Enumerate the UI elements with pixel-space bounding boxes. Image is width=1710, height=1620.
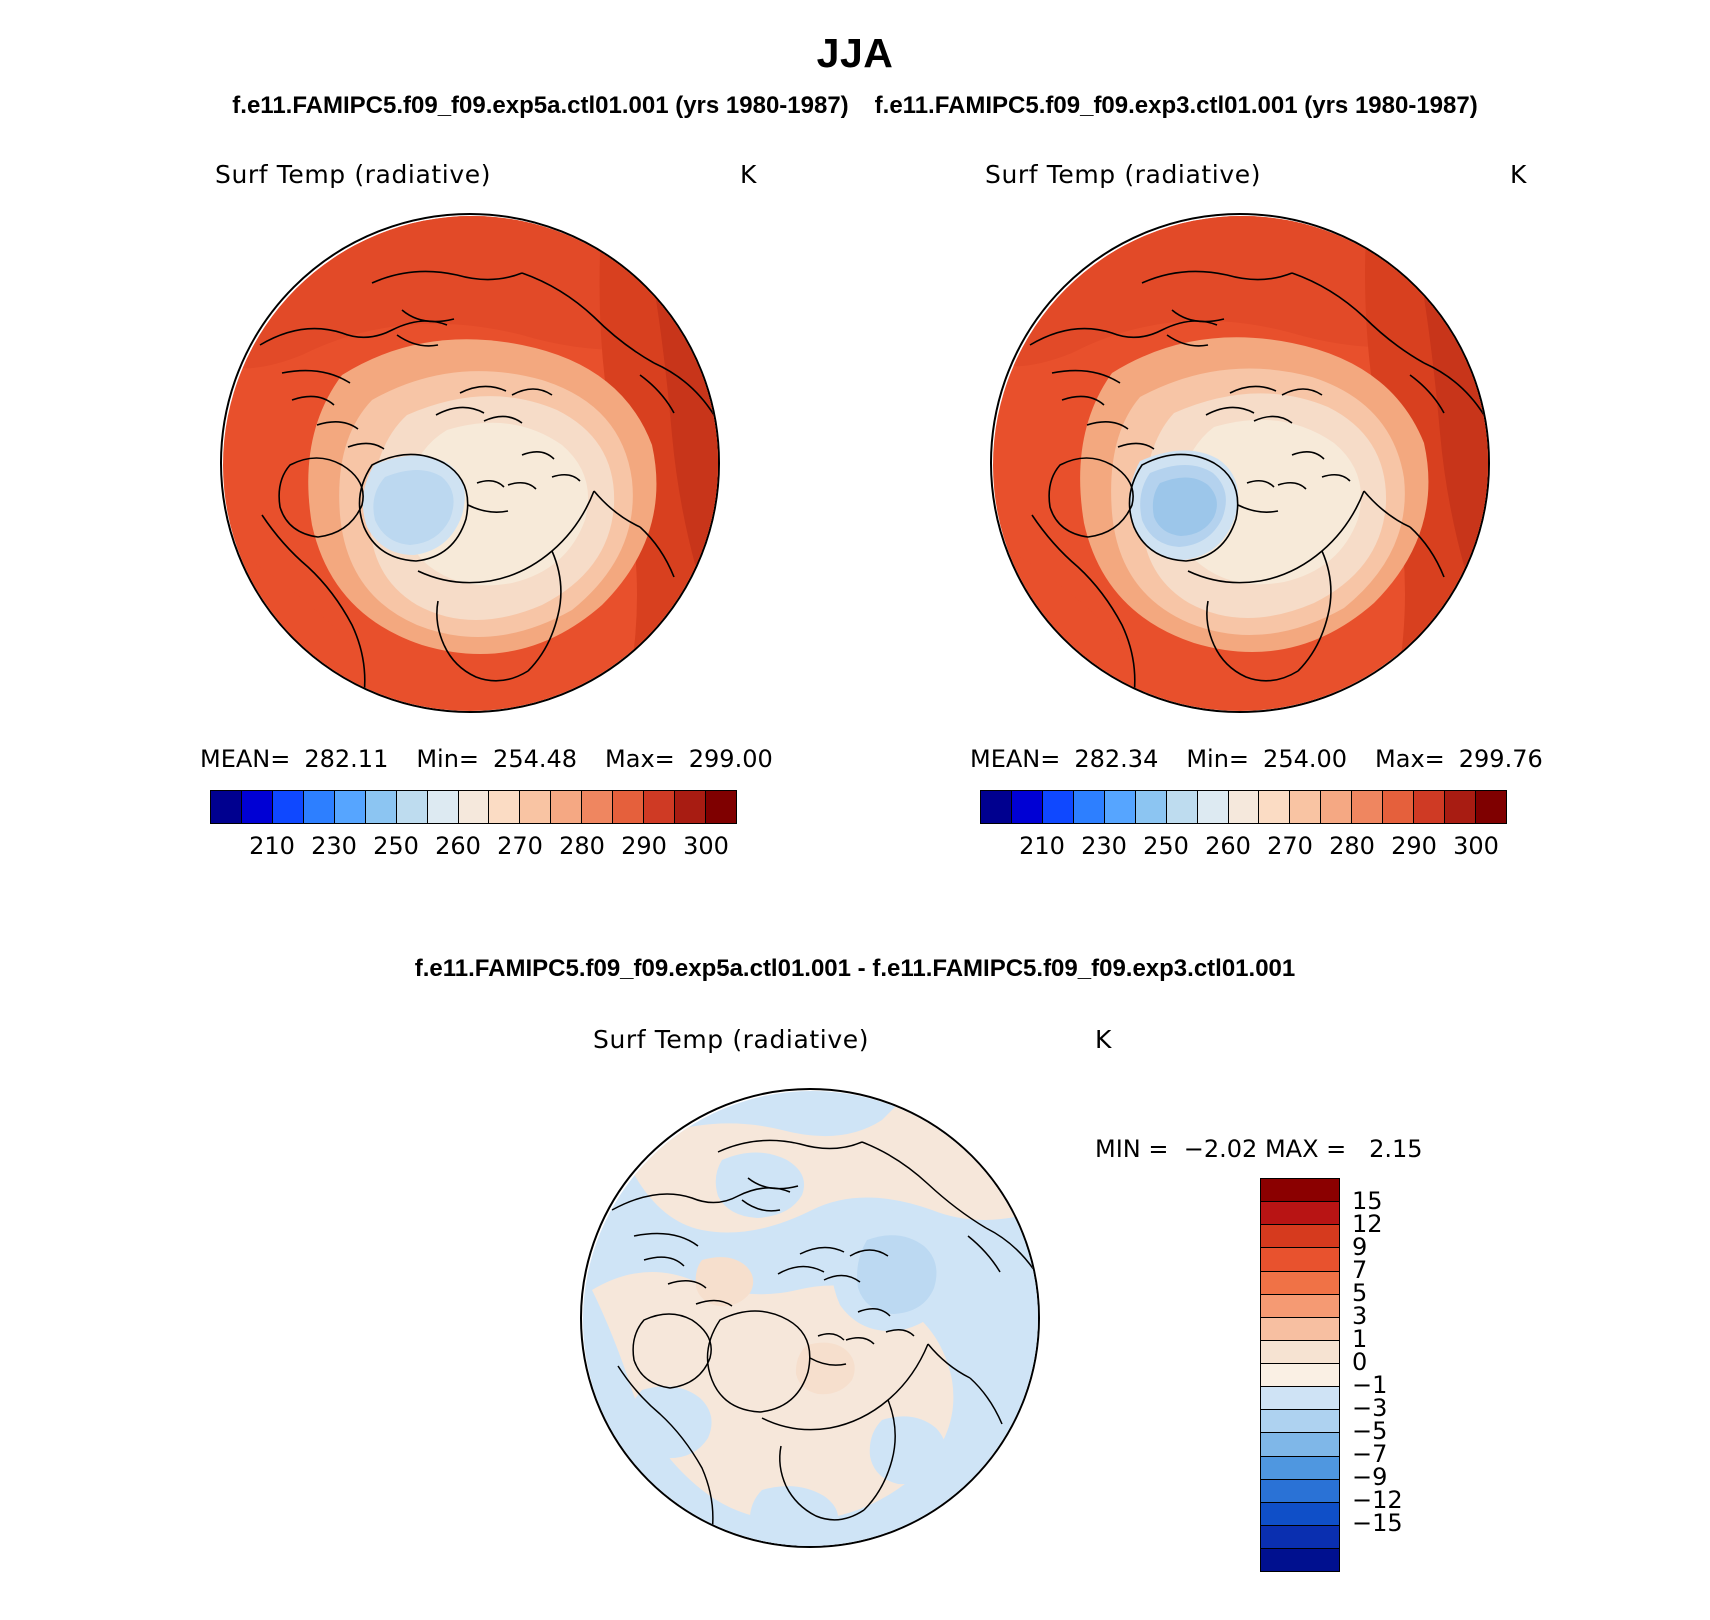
map-svg-right — [992, 215, 1490, 713]
cbar-tick-left-6: 290 — [621, 832, 667, 860]
cbar-tick-left-5: 280 — [559, 832, 605, 860]
stats-left — [200, 745, 773, 773]
diff-min-label: MIN = — [1095, 1135, 1169, 1163]
min-label-right: Min= — [1186, 745, 1250, 773]
vbar-tick-5: 3 — [1352, 1302, 1368, 1330]
cbar-tick-left-1: 230 — [311, 832, 357, 860]
max-label-right: Max= — [1375, 745, 1445, 773]
colorbar-diff — [1260, 1178, 1340, 1572]
max-value-left: 299.00 — [688, 745, 773, 773]
cbar-tick-right-6: 290 — [1391, 832, 1437, 860]
mean-label-right: MEAN= — [970, 745, 1061, 773]
vbar-tick-6: 1 — [1352, 1325, 1368, 1353]
diff-minmax — [1095, 1135, 1423, 1163]
vbar-tick-11: −7 — [1352, 1440, 1388, 1468]
min-value-right: 254.00 — [1263, 745, 1348, 773]
diff-max-label: MAX = — [1264, 1135, 1347, 1163]
cbar-tick-left-4: 270 — [497, 832, 543, 860]
vbar-tick-13: −12 — [1352, 1486, 1403, 1514]
colorbar-labels-left — [210, 832, 735, 862]
min-label-left: Min= — [416, 745, 480, 773]
vbar-tick-14: −15 — [1352, 1509, 1403, 1537]
page-title: JJA — [816, 30, 894, 76]
cbar-tick-left-2: 250 — [373, 832, 419, 860]
units-label-left: K — [740, 160, 757, 189]
min-value-left: 254.48 — [493, 745, 578, 773]
case-a-title: f.e11.FAMIPC5.f09_f09.exp5a.ctl01.001 (yrs 1980-1987) — [232, 92, 849, 119]
cbar-tick-right-5: 280 — [1329, 832, 1375, 860]
map-globe-left — [220, 213, 720, 713]
diff-title: f.e11.FAMIPC5.f09_f09.exp5a.ctl01.001 - f.e11.FAMIPC5.f09_f09.exp3.ctl01.001 — [414, 955, 1296, 982]
map-globe-right — [990, 213, 1490, 713]
cbar-tick-right-0: 210 — [1019, 832, 1065, 860]
vbar-tick-2: 9 — [1352, 1233, 1368, 1261]
colorbar-left — [210, 790, 737, 824]
case-titles — [0, 92, 1710, 120]
map-svg-left — [222, 215, 720, 713]
diff-min-value: −2.02 — [1183, 1135, 1258, 1163]
vbar-tick-7: 0 — [1352, 1348, 1368, 1376]
variable-label-right: Surf Temp (radiative) — [985, 160, 1262, 189]
diff-max-value: 2.15 — [1369, 1135, 1423, 1163]
cbar-tick-right-3: 260 — [1205, 832, 1251, 860]
panel-diff — [520, 1020, 1470, 1600]
variable-label-diff: Surf Temp (radiative) — [593, 1025, 870, 1054]
colorbar-right — [980, 790, 1507, 824]
vbar-tick-4: 5 — [1352, 1279, 1368, 1307]
vbar-tick-9: −3 — [1352, 1394, 1388, 1422]
vbar-tick-1: 12 — [1352, 1210, 1383, 1238]
cbar-tick-right-1: 230 — [1081, 832, 1127, 860]
cbar-tick-left-0: 210 — [249, 832, 295, 860]
units-label-diff: K — [1095, 1025, 1112, 1054]
units-label-right: K — [1510, 160, 1527, 189]
variable-label-left: Surf Temp (radiative) — [215, 160, 492, 189]
cbar-tick-left-3: 260 — [435, 832, 481, 860]
case-b-title: f.e11.FAMIPC5.f09_f09.exp3.ctl01.001 (yrs 1980-1987) — [874, 92, 1478, 119]
vbar-tick-12: −9 — [1352, 1463, 1388, 1491]
colorbar-diff-labels — [1352, 1178, 1442, 1570]
cbar-tick-right-2: 250 — [1143, 832, 1189, 860]
vbar-tick-8: −1 — [1352, 1371, 1388, 1399]
mean-value-left: 282.11 — [304, 745, 389, 773]
cbar-tick-left-7: 300 — [683, 832, 729, 860]
max-value-right: 299.76 — [1458, 745, 1543, 773]
cbar-tick-right-4: 270 — [1267, 832, 1313, 860]
panel-right — [890, 150, 1550, 910]
map-globe-diff — [580, 1088, 1040, 1548]
vbar-tick-0: 15 — [1352, 1187, 1383, 1215]
colorbar-labels-right — [980, 832, 1505, 862]
vbar-tick-3: 7 — [1352, 1256, 1368, 1284]
vbar-tick-10: −5 — [1352, 1417, 1388, 1445]
stats-right — [970, 745, 1543, 773]
cbar-tick-right-7: 300 — [1453, 832, 1499, 860]
max-label-left: Max= — [605, 745, 675, 773]
map-svg-diff — [582, 1090, 1040, 1548]
mean-value-right: 282.34 — [1074, 745, 1159, 773]
panel-left — [120, 150, 780, 910]
mean-label-left: MEAN= — [200, 745, 291, 773]
